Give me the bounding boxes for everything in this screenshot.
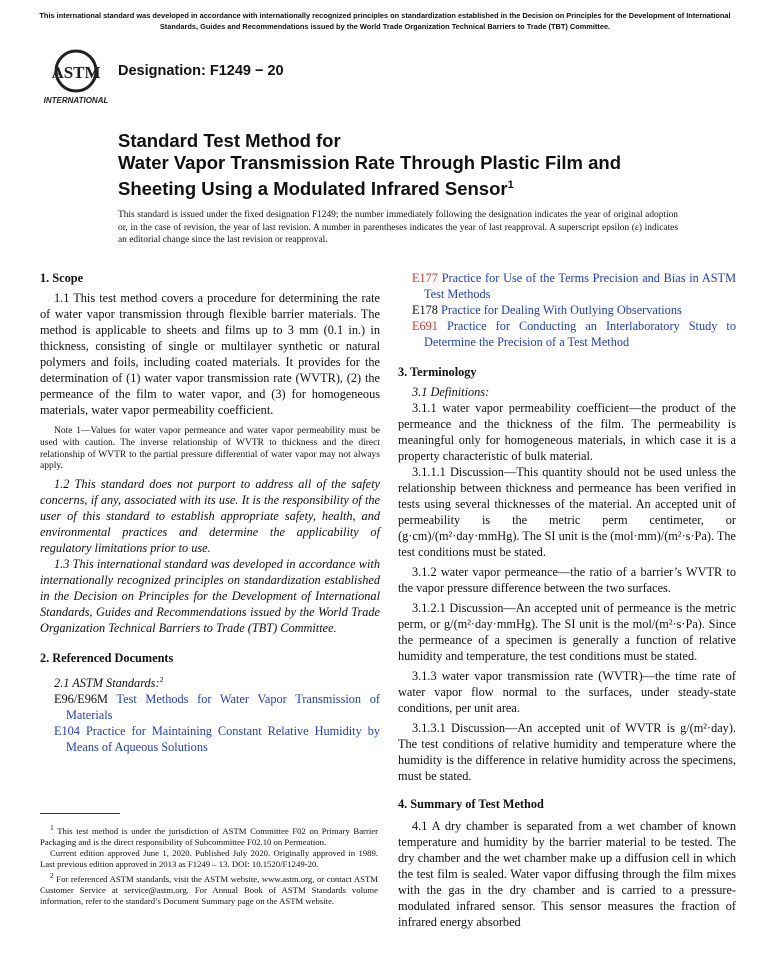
ref-link-e177[interactable]: Practice for Use of the Terms Precision and Bias in ASTM Test Methods — [424, 271, 737, 301]
title-line-3: Sheeting Using a Modulated Infrared Sensor — [118, 178, 508, 200]
ref-code-link[interactable]: E104 — [54, 724, 80, 739]
ref-e177 — [398, 270, 736, 302]
ref-code-link[interactable]: E177 — [412, 271, 438, 285]
ref-link-e691[interactable]: Practice for Conducting an Interlaboratory Study to Determine the Precision of a Test Method — [424, 319, 736, 349]
footnote-2-marker: 2 — [50, 870, 54, 880]
footnote-1 — [40, 822, 378, 848]
section-heading-summary: 4. Summary of Test Method — [398, 797, 544, 811]
paragraph-1-3: 1.3 This international standard was developed in accordance with internationally recognized principles on standardization established in the Decision on Principles for the Development of International Standards, Guides and Recommendations issued by the World Trade Organization Technical Barriers to Trade (TBT) Committee. — [40, 557, 380, 636]
paragraph-3-1: 3.1 Definitions: — [412, 385, 490, 399]
paragraph-1-1: 1.1 This test method covers a procedure for determining the rate of water vapor transmission through flexible barrier materials. The method is applicable to sheets and films up to 3 mm (0.1 in.) in thickness, consisting of single or multilayer synthetic or natural polymers and foils, including coated materials. It provides for the determination of (1) water vapor transmission rate (WVTR), (2) the permeance of the film to water vapor, and (3) for homogeneous materials, water vapor permeability coefficient. — [40, 291, 380, 417]
paragraph-3-1-3: 3.1.3 water vapor transmission rate (WVTR)—the time rate of water vapor flow normal to the surfaces, under steady-state conditions, per unit area. — [398, 669, 736, 715]
ref-e104 — [40, 723, 380, 755]
paragraph-2-1: 2.1 ASTM Standards: — [54, 676, 160, 691]
title-line-2: Water Vapor Transmission Rate Through Plastic Film and — [118, 152, 622, 173]
logo-letters: ASTM — [51, 63, 101, 82]
ref-e178 — [398, 302, 736, 318]
ref-link-e178[interactable]: Practice for Dealing With Outlying Observations — [441, 303, 682, 317]
paragraph-4-1: 4.1 A dry chamber is separated from a wet chamber of known temperature and humidity by the barrier material to be tested. The dry chamber and the wet chamber make up a diffusion cell in which the test film is sealed. Water vapor diffusing through the film mixes with the gas in the dry chamber and is carried to a pressure-modulated infrared sensor. This sensor measures the fraction of infrared energy absorbed — [398, 819, 736, 929]
ref-e691 — [398, 318, 736, 350]
section-heading-terminology: 3. Terminology — [398, 365, 477, 379]
paragraph-1-2: 1.2 This standard does not purport to address all of the safety concerns, if any, associated with its use. It is the responsibility of the user of this standard to establish appropriate safety, health, and environmental practices and determine the applicability of regulatory limitations prior to use. — [40, 477, 380, 556]
left-column — [40, 270, 380, 755]
paragraph-3-1-1: 3.1.1 water vapor permeability coefficient—the product of the permeance and the thickness of the film. The permeability is meaningful only for homogeneous materials, in which case it is a property characteristic of bulk material. — [398, 401, 736, 463]
footnote-divider — [40, 813, 120, 814]
footnote-1-edition: Current edition approved June 1, 2020. Published July 2020. Originally approved in 1989. Last previous edition approved in 2013 as F1249 – 13. DOI: 10.1520/F1249-20. — [40, 847, 378, 869]
page-title — [118, 130, 678, 200]
paragraph-3-1-3-1: 3.1.3.1 Discussion—An accepted unit of WVTR is g/(m²·day). The test conditions of relative humidity and temperature where the humidity is the difference in relative humidity across the specimens, must be stated. — [398, 721, 736, 783]
ref-code-link[interactable]: E691 — [412, 319, 438, 333]
designation: Designation: F1249 − 20 — [118, 63, 284, 79]
ref-e96 — [40, 691, 380, 723]
section-heading-referenced-documents: 2. Referenced Documents — [40, 651, 174, 666]
logo-caption: INTERNATIONAL — [43, 96, 109, 105]
footnote-2-text: For referenced ASTM standards, visit the ASTM website, www.astm.org, or contact ASTM Customer Service at service@astm.org. For Annual Book of ASTM Standards volume information, refer to the standard’s Document Summary page on the ASTM website. — [40, 873, 378, 906]
title-footnote-ref[interactable]: 1 — [507, 179, 514, 191]
intro-paragraph: This standard is issued under the fixed designation F1249; the number immediately following the designation indicates the year of original adoption or, in the case of revision, the year of last revision. A number in parentheses indicates the year of last reapproval. A superscript epsilon (ε) indicates an editorial change since the last revision or reapproval. — [118, 210, 678, 245]
tbt-notice: This international standard was developed in accordance with internationally recognized principles on standardization established in the Decision on Principles for the Development of International Standards, Guides and Recommendations issued by the World Trade Organization Technical Barriers to Trade (TBT) Committee. — [39, 11, 731, 31]
note-1: Note 1—Values for water vapor permeance and water vapor permeability must be used with caution. The inverse relationship of WVTR to thickness and the direct relationship of WVTR to the partial pressure differential of water vapor may not always apply. — [40, 426, 380, 472]
paragraph-3-1-2-1: 3.1.2.1 Discussion—An accepted unit of permeance is the metric perm, or g/(m²·day·mmHg). The SI unit is the mol/(m²·s·Pa). Since the permeance of a specimen is generally a function of relative humidity and temperature, the test conditions must be stated. — [398, 601, 736, 663]
footnote-ref-2[interactable]: 2 — [159, 675, 164, 685]
ref-link-e96[interactable]: Test Methods for Water Vapor Transmission of Materials — [66, 692, 380, 723]
right-column — [398, 270, 736, 930]
ref-link-e104[interactable]: Practice for Maintaining Constant Relative Humidity by Means of Aqueous Solutions — [66, 724, 380, 755]
title-line-1: Standard Test Method for — [118, 130, 341, 151]
ref-code: E178 — [412, 303, 438, 317]
footnotes — [40, 822, 378, 907]
paragraph-3-1-2: 3.1.2 water vapor permeance—the ratio of a barrier’s WVTR to the vapor pressure difference between the two surfaces. — [398, 565, 736, 595]
ref-code: E96/E96M — [54, 692, 108, 707]
section-heading-scope: 1. Scope — [40, 271, 84, 285]
footnote-1-marker: 1 — [50, 823, 54, 832]
paragraph-3-1-1-1: 3.1.1.1 Discussion—This quantity should not be used unless the relationship between thickness and permeance has been verified in tests using several thicknesses of the material. An accepted unit of permeability is the metric perm centimeter, or (g·cm)/(m²·day·mmHg). The SI unit is the (mol·mm)/(m²·s·Pa). The test conditions must be stated. — [398, 465, 736, 559]
footnote-2 — [40, 870, 378, 907]
footnote-1-text: This test method is under the jurisdiction of ASTM Committee F02 on Primary Barrier Packaging and is the direct responsibility of Subcommittee F02.10 on Permeation. — [40, 825, 379, 847]
astm-logo — [40, 48, 112, 106]
